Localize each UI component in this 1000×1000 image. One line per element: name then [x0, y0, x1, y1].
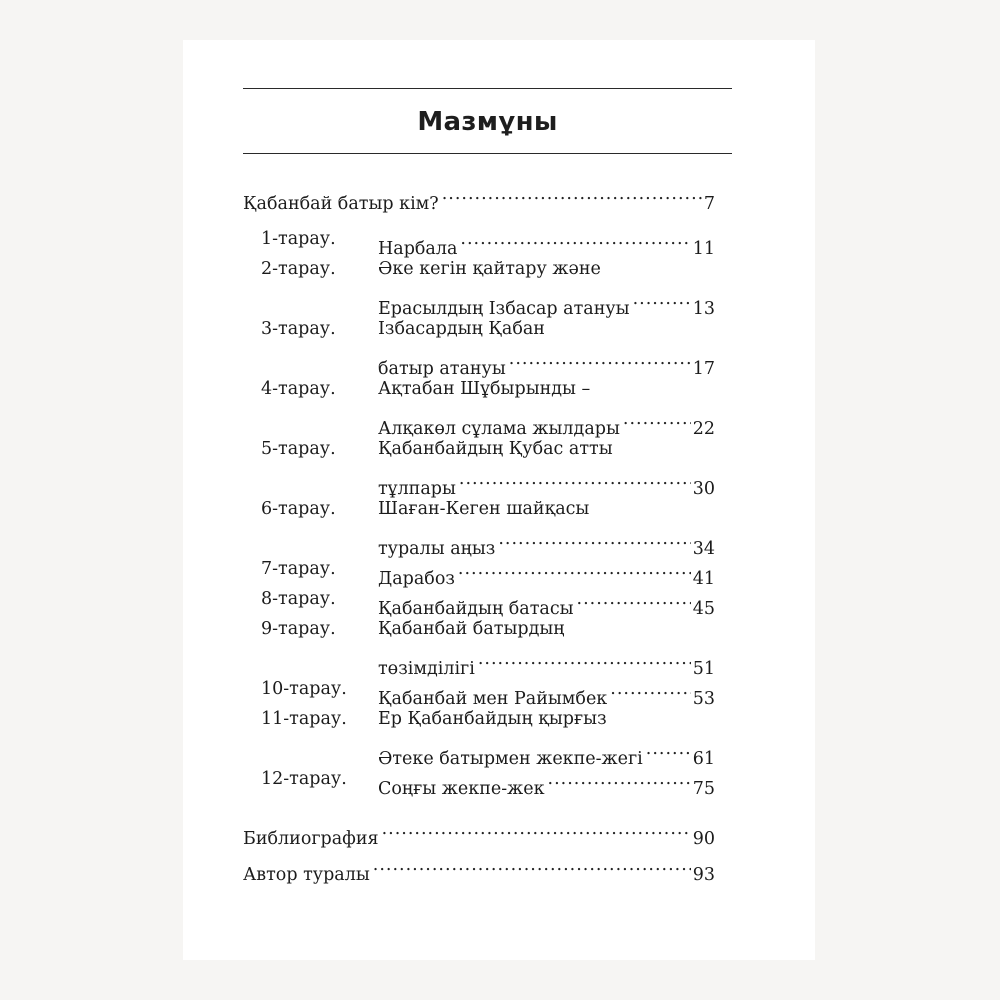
leader-dots	[442, 179, 702, 209]
toc-heading: Мазмұны	[417, 107, 558, 137]
toc-entry-title: Қабанбай батыр кім?	[243, 194, 439, 214]
leader-dots	[577, 584, 691, 614]
chapter-label: 6-тарау.	[261, 499, 336, 519]
leader-dots	[478, 644, 691, 674]
chapter-label: 10-тарау.	[261, 679, 347, 699]
chapter-title-line: Нарбала	[378, 239, 458, 259]
chapter-page: 17	[692, 359, 715, 379]
chapter-title-line: батыр атануы	[378, 359, 506, 379]
leader-dots	[633, 284, 691, 314]
chapter-title-line: Қабанбайдың батасы	[378, 599, 574, 619]
chapter-page: 61	[692, 749, 715, 769]
chapter-page: 13	[692, 299, 715, 319]
chapter-entry-last-line	[378, 344, 715, 379]
toc-entry-page: 90	[692, 829, 715, 849]
chapter-title-line: Әтеке батырмен жекпе-жегі	[378, 749, 643, 769]
chapter-label: 12-тарау.	[261, 769, 347, 789]
chapter-title-line: Ізбасардың Қабан	[378, 319, 545, 339]
chapter-page: 51	[692, 659, 715, 679]
toc-entry-page: 93	[692, 865, 715, 885]
leader-dots	[458, 554, 691, 584]
chapter-entry-last-line	[378, 734, 715, 769]
chapter-title-line: Ер Қабанбайдың қырғыз	[378, 709, 607, 729]
leader-dots	[646, 734, 691, 764]
leader-dots	[459, 464, 691, 494]
leader-dots	[382, 814, 691, 844]
chapter-entry-last-line	[378, 524, 715, 559]
chapter-entry-last-line	[378, 644, 715, 679]
chapter-title-line: Дарабоз	[378, 569, 455, 589]
chapter-entry-last-line	[378, 284, 715, 319]
chapter-label: 5-тарау.	[261, 439, 336, 459]
chapter-title-line: Ерасылдың Ізбасар атануы	[378, 299, 630, 319]
chapter-entry-last-line	[378, 464, 715, 499]
chapter-title-line: туралы аңыз	[378, 539, 496, 559]
leader-dots	[373, 850, 691, 880]
chapter-page: 45	[692, 599, 715, 619]
heading-top-rule	[243, 88, 732, 89]
toc-entry-about-author	[243, 850, 715, 885]
chapter-page: 53	[692, 689, 715, 709]
chapter-title-line: Қабанбайдың Қубас атты	[378, 439, 613, 459]
chapter-entry-last-line	[378, 674, 715, 709]
toc-entry-intro	[243, 179, 715, 214]
leader-dots	[610, 674, 690, 704]
leader-dots	[509, 344, 691, 374]
chapter-title-line: төзімділігі	[378, 659, 475, 679]
chapter-label: 8-тарау.	[261, 589, 336, 609]
leader-dots	[548, 764, 691, 794]
chapter-page: 34	[692, 539, 715, 559]
chapter-page: 41	[692, 569, 715, 589]
chapter-title-line: Алқакөл сұлама жылдары	[378, 419, 620, 439]
chapter-title-line: Шаған-Кеген шайқасы	[378, 499, 590, 519]
chapter-entry-last-line	[378, 404, 715, 439]
toc-entry-bibliography	[243, 814, 715, 849]
leader-dots	[623, 404, 691, 434]
chapter-label: 1-тарау.	[261, 229, 336, 249]
chapter-title-line: Соңғы жекпе-жек	[378, 779, 545, 799]
toc-entry-title: Автор туралы	[243, 865, 370, 885]
chapter-page: 75	[692, 779, 715, 799]
heading-bottom-rule	[243, 153, 732, 154]
leader-dots	[498, 524, 690, 554]
chapter-label: 9-тарау.	[261, 619, 336, 639]
chapter-title-line: тұлпары	[378, 479, 456, 499]
chapter-label: 7-тарау.	[261, 559, 336, 579]
chapter-title-line: Қабанбай мен Райымбек	[378, 689, 608, 709]
chapter-page: 30	[692, 479, 715, 499]
chapter-label: 4-тарау.	[261, 379, 336, 399]
chapter-entry-last-line	[378, 554, 715, 589]
leader-dots	[460, 224, 690, 254]
chapter-entry-last-line	[378, 764, 715, 799]
chapter-title-line: Қабанбай батырдың	[378, 619, 565, 639]
toc-entry-page: 7	[703, 194, 715, 214]
chapter-entry-last-line	[378, 224, 715, 259]
chapter-title-line: Ақтабан Шұбырынды –	[378, 379, 591, 399]
chapter-entry-last-line	[378, 584, 715, 619]
chapter-title-line: Әке кегін қайтару және	[378, 259, 601, 279]
chapter-label: 11-тарау.	[261, 709, 347, 729]
chapter-label: 3-тарау.	[261, 319, 336, 339]
chapter-page: 11	[692, 239, 715, 259]
toc-entry-title: Библиография	[243, 829, 379, 849]
chapter-label: 2-тарау.	[261, 259, 336, 279]
chapter-page: 22	[692, 419, 715, 439]
